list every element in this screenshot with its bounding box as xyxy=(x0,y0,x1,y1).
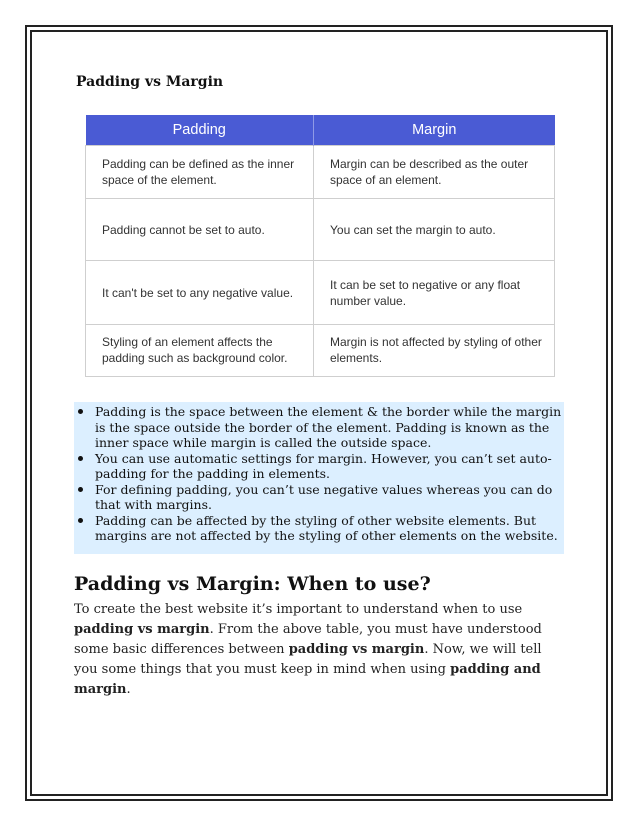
bold-term: padding and margin xyxy=(74,662,541,697)
table-cell: Margin is not affected by styling of other elements. xyxy=(314,324,555,376)
table-cell: It can't be set to any negative value. xyxy=(86,261,314,324)
bullet-icon xyxy=(78,487,83,492)
list-item-text: You can use automatic settings for margin. However, you can’t set auto-padding for the padding in elements. xyxy=(95,450,552,481)
bullet-icon xyxy=(78,518,83,523)
paragraph-text: . From the above table, you must have understood some basic differences between xyxy=(74,622,542,657)
header-margin: Margin xyxy=(314,115,555,146)
table-row xyxy=(86,261,555,324)
comparison-table xyxy=(85,115,555,377)
table-row xyxy=(86,324,555,376)
bullet-icon xyxy=(78,456,83,461)
table-cell: Styling of an element affects the padding such as background color. xyxy=(86,324,314,376)
list-item xyxy=(74,513,564,544)
table-cell: You can set the margin to auto. xyxy=(314,199,555,261)
body-paragraph xyxy=(74,600,566,700)
paragraph-text: To create the best website it’s important to understand when to use xyxy=(74,602,523,617)
table-row xyxy=(86,199,555,261)
section-title: Padding vs Margin xyxy=(76,74,224,90)
bullet-list xyxy=(74,402,564,554)
bold-term: padding vs margin xyxy=(74,622,210,637)
bold-term: padding vs margin xyxy=(288,642,425,657)
paragraph-text: . xyxy=(126,682,131,697)
table-cell: It can be set to negative or any float number value. xyxy=(314,261,555,324)
table-header-row xyxy=(86,115,555,146)
list-item xyxy=(74,451,564,482)
table-row xyxy=(86,146,555,199)
list-item xyxy=(74,404,564,451)
bullet-icon xyxy=(78,409,83,414)
list-item xyxy=(74,482,564,513)
when-to-use-heading: Padding vs Margin: When to use? xyxy=(74,573,431,595)
list-item-text: Padding can be affected by the styling of other website elements. But margins are not affected by the styling of other elements on the website. xyxy=(95,512,558,543)
table-cell: Padding can be defined as the inner space of the element. xyxy=(86,146,314,199)
table-cell: Padding cannot be set to auto. xyxy=(86,199,314,261)
table-cell: Margin can be described as the outer space of an element. xyxy=(314,146,555,199)
paragraph-text: . Now, we will tell you some things that you must keep in mind when using xyxy=(74,642,542,677)
list-item-text: For defining padding, you can’t use negative values whereas you can do that with margins. xyxy=(95,481,553,512)
list-item-text: Padding is the space between the element & the border while the margin is the space outside the border of the element. Padding is known as the inner space while margin is called the outside space. xyxy=(95,404,562,450)
header-padding: Padding xyxy=(86,115,314,146)
